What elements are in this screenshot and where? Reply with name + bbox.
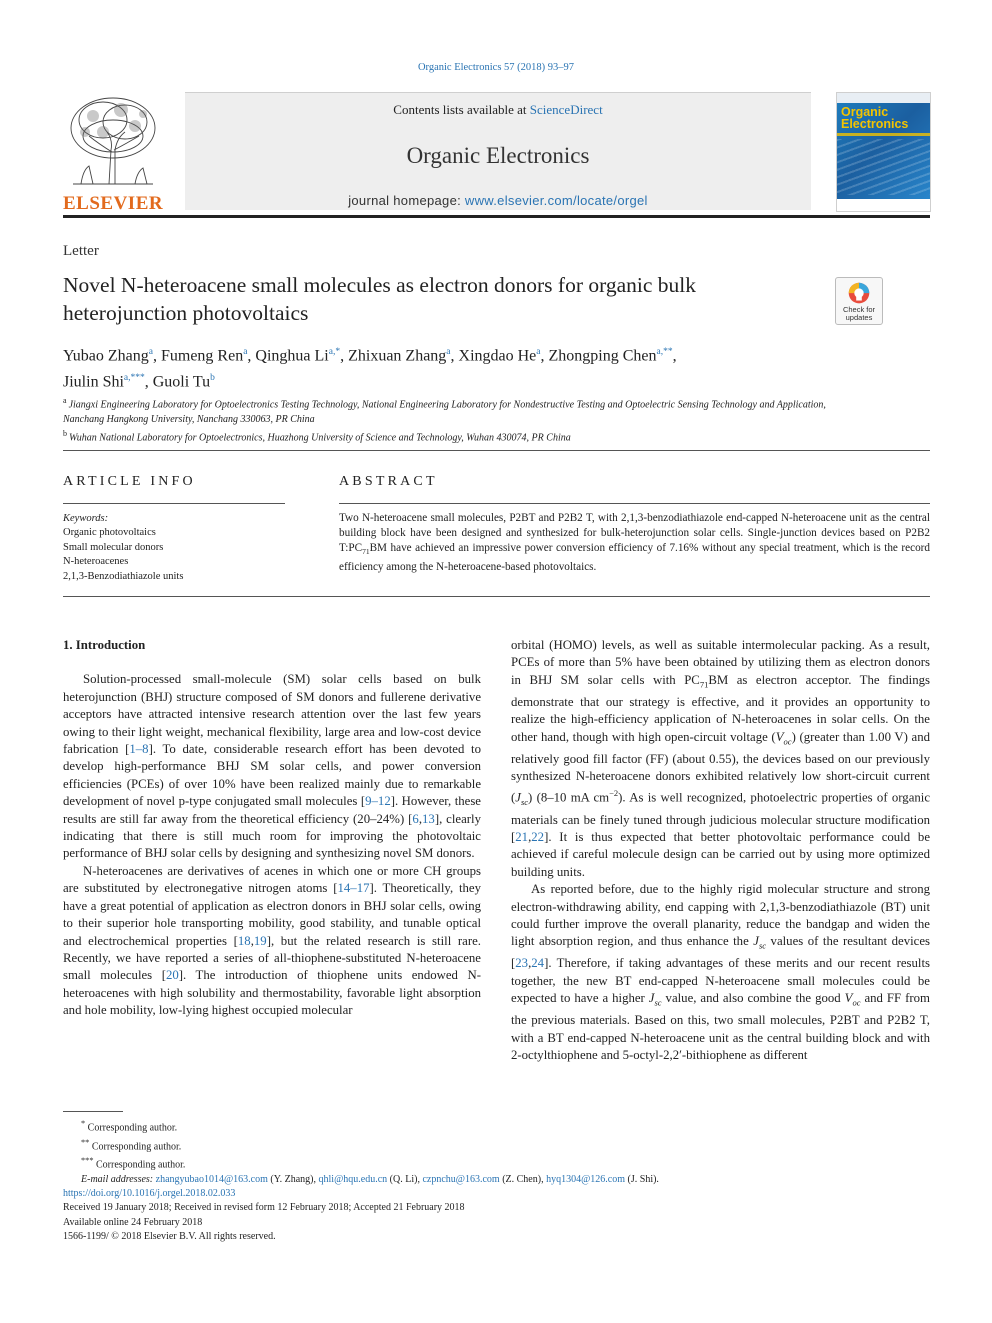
subscript: sc — [654, 997, 662, 1008]
author: Fumeng Ren — [160, 347, 244, 365]
text-run: ]. Therefore, if taking advantages of these merits and our recent results together, the new BT end-capped N-heteroacene small molecules could be expected to have a higher — [511, 956, 930, 1006]
contents-line — [185, 102, 811, 118]
subscript: 71 — [699, 679, 709, 690]
paragraph — [511, 637, 930, 881]
author-affil-mark[interactable]: a — [536, 347, 541, 357]
elsevier-tree-icon — [63, 92, 163, 188]
symbol: J — [515, 790, 521, 805]
affiliation-id: b — [63, 428, 67, 438]
cover-stripe — [837, 133, 930, 136]
citation-link[interactable]: 22 — [531, 829, 545, 844]
citation-link[interactable]: 13 — [422, 811, 435, 826]
text-run: ). As is well recognized, photoelectric properties of organic materials can be finely tuned through judicious molecular structure modification [ — [511, 790, 931, 844]
text-run: ]. It is thus expected that better photovoltaic performance could be achieved if careful molecule design can be carried out by using more optimized building units. — [511, 829, 930, 879]
footnote-text: Corresponding author. — [96, 1159, 186, 1171]
text-run: ]. To date, considerable research effort has been devoted to develop high-performance BHJ SM solar cells, and power conversion efficiencies (PCEs) of over 10% have been realized mainly due to remarkable development of novel p-type conjugated small molecules [ — [63, 742, 481, 809]
email-link[interactable]: hyq1304@126.com — [546, 1174, 626, 1186]
keywords-label: Keywords: — [63, 513, 109, 524]
email-owner: (Z. Chen), — [499, 1174, 547, 1186]
text-run: ]. However, these results are still far away from the theoretical efficiency (20–24%) [ — [63, 794, 481, 826]
affiliations — [63, 394, 853, 445]
text-run: orbital (HOMO) levels, as well as suitable intermolecular packing. As a result, PCEs of more than 5% have been obtained by utilizing them as electron donors in BHJ SM solar cells with PC — [511, 638, 930, 687]
journal-cover[interactable] — [836, 92, 931, 212]
author-affil-mark[interactable]: a — [446, 347, 451, 357]
article-title: Novel N-heteroacene small molecules as electron donors for organic bulk heterojunction photovoltaics — [63, 273, 697, 325]
citation-link[interactable]: 9–12 — [365, 794, 391, 809]
text-run: , — [418, 811, 423, 826]
crossmark-icon — [836, 280, 882, 308]
text-run: ) (greater than 1.00 V) and relatively good fill factor (FF) (about 0.55), the devices based on our previously synthesized N-heteroacene donors exhibited relatively low short-circuit current ( — [511, 729, 931, 805]
text-run: Solution-processed small-molecule (SM) solar cells based on bulk heterojunction (BHJ) structure composed of SM donors and fullerene derivative acceptors have attracted intensive research attention over the last few years owing to their light weight, mechanical flexibility, large area and low-cost device fabrication [ — [63, 672, 481, 757]
divider — [63, 450, 930, 451]
author: Zhixuan Zhang — [348, 347, 447, 365]
subscript: oc — [852, 997, 861, 1008]
citation-link[interactable]: 19 — [253, 933, 267, 948]
author: Qinghua Li — [255, 347, 329, 365]
copyright: 1566-1199/ © 2018 Elsevier B.V. All rights reserved. — [63, 1231, 276, 1243]
affiliation-text: Wuhan National Laboratory for Optoelectronics, Huazhong University of Science and Technology, Wuhan 430074, PR China — [69, 432, 571, 444]
cover-footer — [837, 199, 930, 211]
text-run: , — [528, 829, 532, 844]
cover-title: Organic Electronics — [841, 105, 909, 131]
footnote-rule — [63, 1111, 123, 1112]
footnotes — [63, 1117, 930, 1188]
text-run: and FF from the previous materials. Based on this, two small molecules, P2BT and P2B2 T, with a BT end-capped N-heteroacene unit as the central building block and with 2-octylthiophene and 5-octyl-2,2′-bithiophene as different — [511, 991, 930, 1062]
homepage-line — [185, 193, 811, 208]
doi-link[interactable]: https://doi.org/10.1016/j.orgel.2018.02.033 — [63, 1188, 236, 1199]
author: Zhongping Chen — [548, 347, 657, 365]
email-owner: (Y. Zhang), — [267, 1174, 319, 1186]
cover-top-band — [837, 93, 930, 103]
email-link[interactable]: qhli@hqu.edu.cn — [318, 1174, 388, 1186]
email-link[interactable]: czpnchu@163.com — [422, 1174, 500, 1186]
text-run: ) (8–10 mA cm — [528, 790, 610, 805]
text-run: , — [528, 956, 532, 971]
received-dates: Received 19 January 2018; Received in revised form 12 February 2018; Accepted 21 February 2018 — [63, 1202, 465, 1214]
text-run: value, and also combine the good — [661, 991, 845, 1006]
author: Guoli Tu — [152, 373, 211, 391]
affiliation-id: a — [63, 396, 67, 405]
journal-citation[interactable]: Organic Electronics 57 (2018) 93–97 — [417, 62, 575, 73]
author-affil-mark[interactable]: a,** — [656, 347, 673, 357]
citation-link[interactable]: 14–17 — [337, 881, 370, 896]
text-run: ], clearly indicating that there is still much room for improving the photovoltaic performance of BHJ solar cells by designing and synthesizing novel SM donors. — [63, 811, 481, 861]
author-affil-mark[interactable]: a,* — [328, 347, 341, 357]
author-affil-mark[interactable]: a,*** — [123, 373, 145, 384]
footnote-mark: * — [81, 1119, 86, 1128]
text-run: ]. The introduction of thiophene units endowed N-heteroacenes with high solubility and thermostability, favorable light absorption and hole mobility, low-lying highest occupied molecular — [63, 968, 482, 1018]
crossmark-label — [836, 306, 882, 322]
subscript: sc — [520, 797, 529, 808]
citation-link[interactable]: 21 — [515, 829, 529, 844]
keyword[interactable]: Organic photovoltaics — [63, 527, 156, 539]
footnote — [63, 1117, 930, 1136]
author: Xingdao He — [458, 347, 537, 365]
article-info-heading: ARTICLE INFO — [63, 474, 196, 489]
homepage-link[interactable]: www.elsevier.com/locate/orgel — [464, 193, 648, 208]
online-date: Available online 24 February 2018 — [63, 1216, 203, 1228]
text-run: As reported before, due to the highly rigid molecular structure and strong electron-withdrawing ability, end capping with 2,1,3-benzodiathiazole (BT) unit could further improve the overall planarity, reduce the bandgap and widen the light absorption region, and thus enhance the — [511, 882, 930, 949]
divider — [339, 503, 930, 504]
footnote — [63, 1154, 930, 1173]
abstract-subscript: 71 — [362, 547, 370, 557]
crossmark-label-2: updates — [845, 313, 873, 322]
author: Jiulin Shi — [63, 373, 124, 391]
journal-name: Organic Electronics — [406, 143, 590, 168]
keyword[interactable]: N-heteroacenes — [63, 556, 129, 568]
citation-link[interactable]: 24 — [531, 956, 545, 971]
email-owner: (J. Shi). — [625, 1174, 659, 1186]
citation-link[interactable]: 1–8 — [129, 742, 149, 757]
abstract-text — [339, 511, 930, 575]
text-run: , — [250, 933, 254, 948]
abstract-part: Two N-heteroacene small molecules, P2BT and P2B2 T, with 2,1,3-benzodiathiazole end-capped N-heteroacene unit as the central building block have been designed and synthesized for bulk-heterojunction solar cells. Single-junction devices based on P2B2 T:PC — [339, 512, 930, 555]
subscript: sc — [758, 940, 767, 951]
keyword[interactable]: 2,1,3-Benzodiathiazole units — [63, 570, 184, 582]
homepage-prefix: journal homepage: — [348, 193, 465, 208]
email-label: E-mail addresses: — [81, 1174, 154, 1186]
crossmark-label-1: Check for — [842, 305, 876, 314]
publication-info — [63, 1187, 930, 1245]
citation-link[interactable]: 20 — [165, 968, 179, 983]
keyword[interactable]: Small molecular donors — [63, 541, 164, 553]
check-for-updates-badge[interactable] — [835, 277, 883, 325]
elsevier-logo[interactable] — [63, 92, 163, 212]
email-footnote — [63, 1173, 930, 1187]
body-column-right — [511, 637, 930, 1064]
text-run: BM as electron acceptor. The findings demonstrate that our strategy is effective, and it provides an opportunity to realize the high-efficiency application of N-heteroacenes in solar cells. On the other hand, though with high open-circuit voltage ( — [511, 672, 930, 744]
superscript: −2 — [609, 788, 619, 799]
citation-link[interactable]: 6 — [412, 811, 419, 826]
citation-link[interactable]: 18 — [237, 933, 251, 948]
text-run: N-heteroacenes are derivatives of acenes in which one or more CH groups are substituted by electronegative nitrogen atoms [ — [63, 863, 481, 896]
author-affil-mark[interactable]: a — [243, 347, 248, 357]
author-list: Yubao Zhang$^a$, Fumeng Ren$^a$, Qinghua $Li^{a,*}$, Zhixuan Zhang$^a$, Xingdao He$^a$, Zhongping Chen$^{a,**}$, Jiulin Shi$^{a,***}$, Guoli Tu$^b$ — [63, 347, 677, 391]
citation-link[interactable]: 23 — [515, 956, 529, 971]
author: Yubao Zhang — [63, 347, 149, 365]
text-run: ], but the related research is still rare. Recently, we have reported a series of all-thiophene-substituted N-heteroacene small molecules [ — [63, 933, 482, 983]
footnote-mark: *** — [81, 1156, 94, 1166]
affiliation-text: Jiangxi Engineering Laboratory for Optoelectronics Testing Technology, National Engineering Laboratory for Nondestructive Testing and Optoelectric Sensing Technology and Application, Nanchang Hangkong University, Nanchang 330063, PR China — [63, 399, 826, 425]
abstract-heading: ABSTRACT — [339, 474, 438, 489]
author-affil-mark[interactable]: b — [210, 373, 215, 384]
paragraph — [511, 881, 930, 1064]
abstract-part: BM have achieved an impressive power conversion efficiency of 7.16% without any special treatment, which is the record efficiency among the N-heteroacene-based photovoltaics. — [339, 542, 930, 573]
body-column-left — [63, 637, 481, 1020]
email-link[interactable]: zhangyubao1014@163.com — [155, 1174, 268, 1186]
paragraph — [63, 863, 481, 1020]
text-run: values of the resultant devices [ — [511, 934, 930, 971]
symbol: J — [648, 991, 655, 1006]
publisher-wordmark: ELSEVIER — [63, 193, 164, 214]
symbol: V — [844, 991, 853, 1006]
cover-artwork — [837, 139, 930, 195]
paragraph — [63, 671, 481, 862]
footnote-text: Corresponding author. — [91, 1141, 182, 1153]
divider — [63, 596, 930, 597]
section-heading: 1. Introduction — [63, 638, 146, 652]
affiliation — [63, 394, 853, 427]
article-type: Letter — [63, 243, 99, 259]
subscript: oc — [783, 736, 792, 747]
email-owner: (Q. Li), — [387, 1174, 423, 1186]
contents-prefix: Contents lists available at — [393, 102, 530, 117]
sciencedirect-link[interactable]: ScienceDirect — [529, 102, 603, 117]
footnote-mark: ** — [81, 1137, 90, 1147]
divider — [63, 503, 285, 504]
footnote-text: Corresponding author. — [87, 1122, 178, 1134]
keywords — [63, 512, 285, 584]
text-run: ]. Theoretically, they have a great potential of application as electron donors in BHJ solar cells, owing to their superior hole transporting mobility, good stability, and tunable optical and electrochemical properties [ — [63, 881, 482, 948]
author-affil-mark[interactable]: a — [148, 347, 153, 357]
symbol: V — [775, 729, 784, 744]
journal-header — [185, 92, 811, 210]
header-rule — [63, 215, 930, 218]
affiliation — [63, 427, 853, 446]
footnote — [63, 1136, 930, 1155]
symbol: J — [753, 934, 759, 949]
